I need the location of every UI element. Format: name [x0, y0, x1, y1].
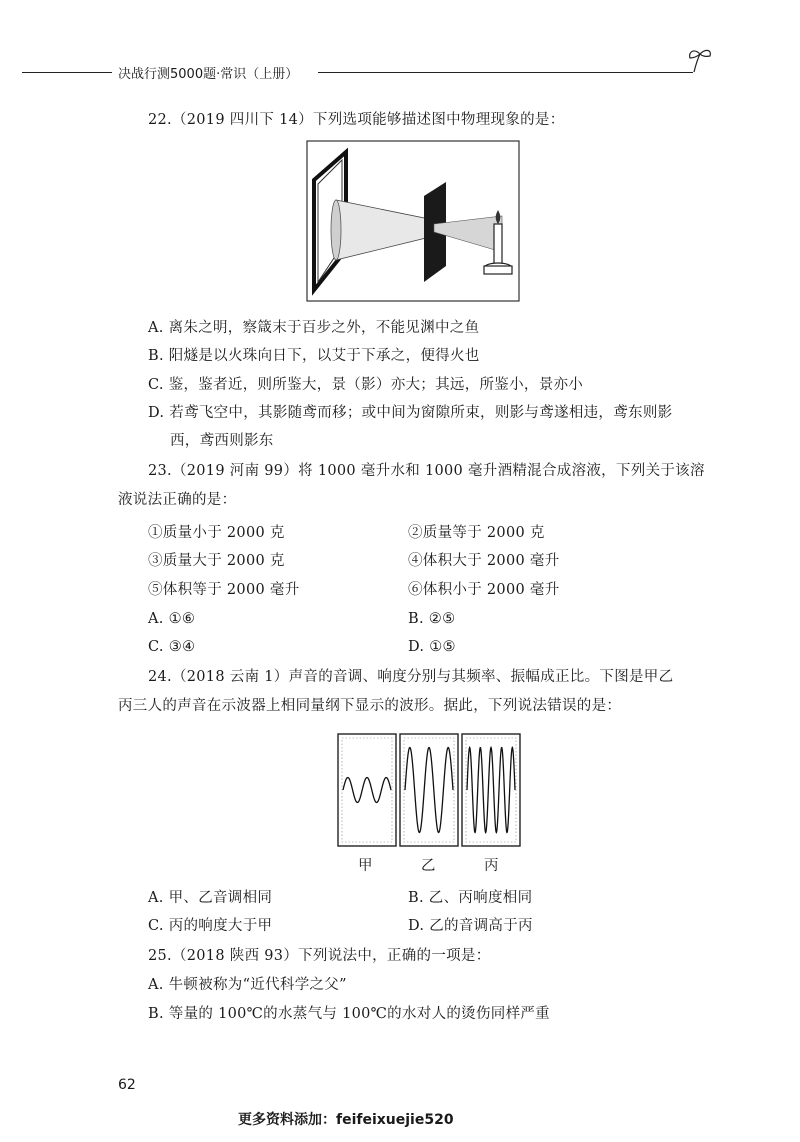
q23-option-a: A. ①⑥: [148, 611, 196, 627]
q23-item-5: ⑤体积等于 2000 毫升: [148, 582, 300, 598]
q23-item-2: ②质量等于 2000 克: [408, 525, 545, 541]
q25-option-a: A. 牛顿被称为“近代科学之父”: [148, 977, 347, 993]
q24-option-c: C. 丙的响度大于甲: [148, 918, 273, 934]
q23-stem-line1: 23.（2019 河南 99）将 1000 毫升水和 1000 毫升酒精混合成溶液，下列关于该溶: [148, 463, 705, 479]
footer-note: 更多资料添加：feifeixuejie520: [238, 1112, 454, 1128]
running-header: 决战行测5000题·常识（上册）: [118, 67, 299, 82]
q22-option-c: C. 鉴，鉴者近，则所鉴大，景（影）亦大；其远，所鉴小，景亦小: [148, 377, 584, 393]
q23-item-6: ⑥体积小于 2000 毫升: [408, 582, 560, 598]
header-rule-right: [318, 72, 693, 73]
scope-panel-1: [338, 734, 396, 846]
q25-option-b: B. 等量的 100℃的水蒸气与 100℃的水对人的烫伤同样严重: [148, 1006, 550, 1022]
wave-label-jia: 甲: [358, 858, 373, 874]
q22-option-d: D. 若鸢飞空中，其影随鸢而移；或中间为窗隙所束，则影与鸢遂相违，鸢东则影: [148, 405, 673, 421]
page-number: 62: [118, 1077, 136, 1093]
q22-stem: 22.（2019 四川下 14）下列选项能够描述图中物理现象的是：: [148, 112, 565, 128]
q24-option-b: B. 乙、丙响度相同: [408, 890, 533, 906]
q22-option-d-cont: 西，鸢西则影东: [170, 433, 274, 449]
q23-option-c: C. ③④: [148, 639, 196, 655]
q24-stem-line1: 24.（2018 云南 1）声音的音调、响度分别与其频率、振幅成正比。下图是甲乙: [148, 669, 674, 685]
wave-label-bing: 丙: [484, 858, 499, 874]
q24-option-d: D. 乙的音调高于丙: [408, 918, 533, 934]
sprout-icon: [680, 46, 720, 76]
q23-item-4: ④体积大于 2000 毫升: [408, 553, 560, 569]
pinhole-camera-figure: [306, 140, 520, 302]
oscilloscope-waveforms: [336, 730, 526, 850]
q23-item-3: ③质量大于 2000 克: [148, 553, 285, 569]
q22-option-b: B. 阳燧是以火珠向日下，以艾于下承之，便得火也: [148, 348, 480, 364]
q22-option-a: A. 离朱之明，察箴末于百步之外，不能见渊中之鱼: [148, 320, 480, 336]
wave-label-yi: 乙: [421, 858, 436, 874]
q23-stem-line2: 液说法正确的是：: [118, 492, 237, 508]
q24-stem-line2: 丙三人的声音在示波器上相同量纲下显示的波形。据此，下列说法错误的是：: [118, 698, 622, 714]
q25-stem: 25.（2018 陕西 93）下列说法中，正确的一项是：: [148, 948, 491, 964]
q23-item-1: ①质量小于 2000 克: [148, 525, 285, 541]
q23-option-d: D. ①⑤: [408, 639, 456, 655]
q23-option-b: B. ②⑤: [408, 611, 456, 627]
q24-option-a: A. 甲、乙音调相同: [148, 890, 273, 906]
header-rule-left: [22, 72, 112, 73]
